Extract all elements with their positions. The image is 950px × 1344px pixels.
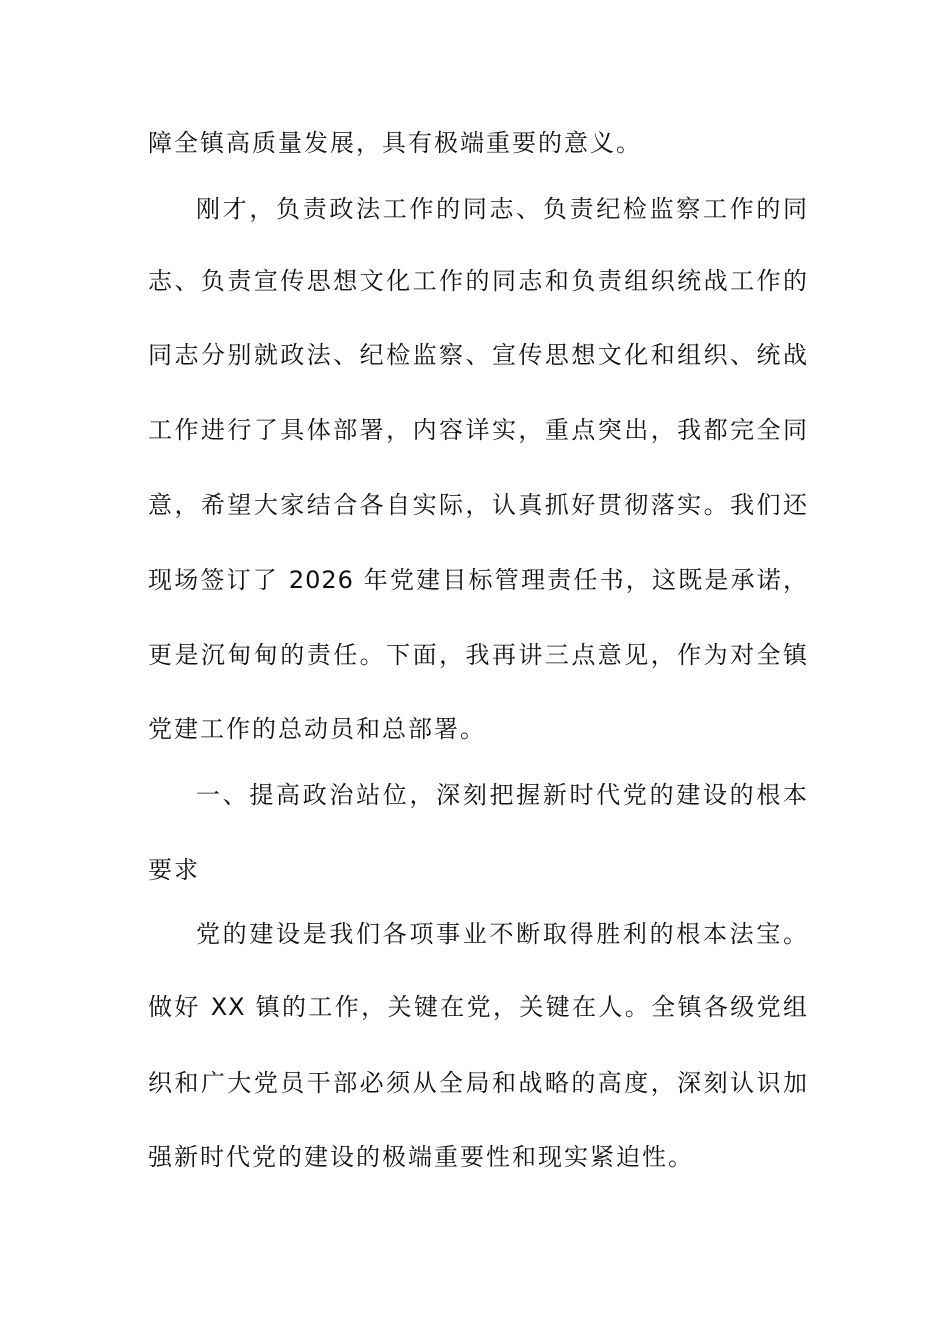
paragraph-start-line: 刚才，负责政法工作的同志、负责纪检监察工作的同 bbox=[196, 195, 808, 223]
text-line: 强新时代党的建设的极端重要性和现实紧迫性。 bbox=[148, 1143, 694, 1171]
text-line: 意，希望大家结合各自实际，认真抓好贯彻落实。我们还 bbox=[148, 491, 808, 519]
text-line: 同志分别就政法、纪检监察、宣传思想文化和组织、统战 bbox=[148, 341, 808, 369]
text-line: 做好 XX 镇的工作，关键在党，关键在人。全镇各级党组 bbox=[148, 993, 808, 1021]
text-line: 工作进行了具体部署，内容详实，重点突出，我都完全同 bbox=[148, 416, 808, 444]
text-line: 织和广大党员干部必须从全局和战略的高度，深刻认识加 bbox=[148, 1069, 808, 1097]
text-line: 现场签订了 2026 年党建目标管理责任书，这既是承诺， bbox=[148, 566, 808, 594]
section-heading-line: 一、提高政治站位，深刻把握新时代党的建设的根本 bbox=[196, 781, 808, 809]
text-line: 志、负责宣传思想文化工作的同志和负责组织统战工作的 bbox=[148, 267, 808, 295]
paragraph-start-line: 党的建设是我们各项事业不断取得胜利的根本法宝。 bbox=[196, 920, 808, 948]
section-heading-line: 要求 bbox=[148, 856, 200, 884]
text-line: 障全镇高质量发展，具有极端重要的意义。 bbox=[148, 129, 642, 157]
text-line: 党建工作的总动员和总部署。 bbox=[148, 715, 486, 743]
text-line: 更是沉甸甸的责任。下面，我再讲三点意见，作为对全镇 bbox=[148, 641, 808, 669]
